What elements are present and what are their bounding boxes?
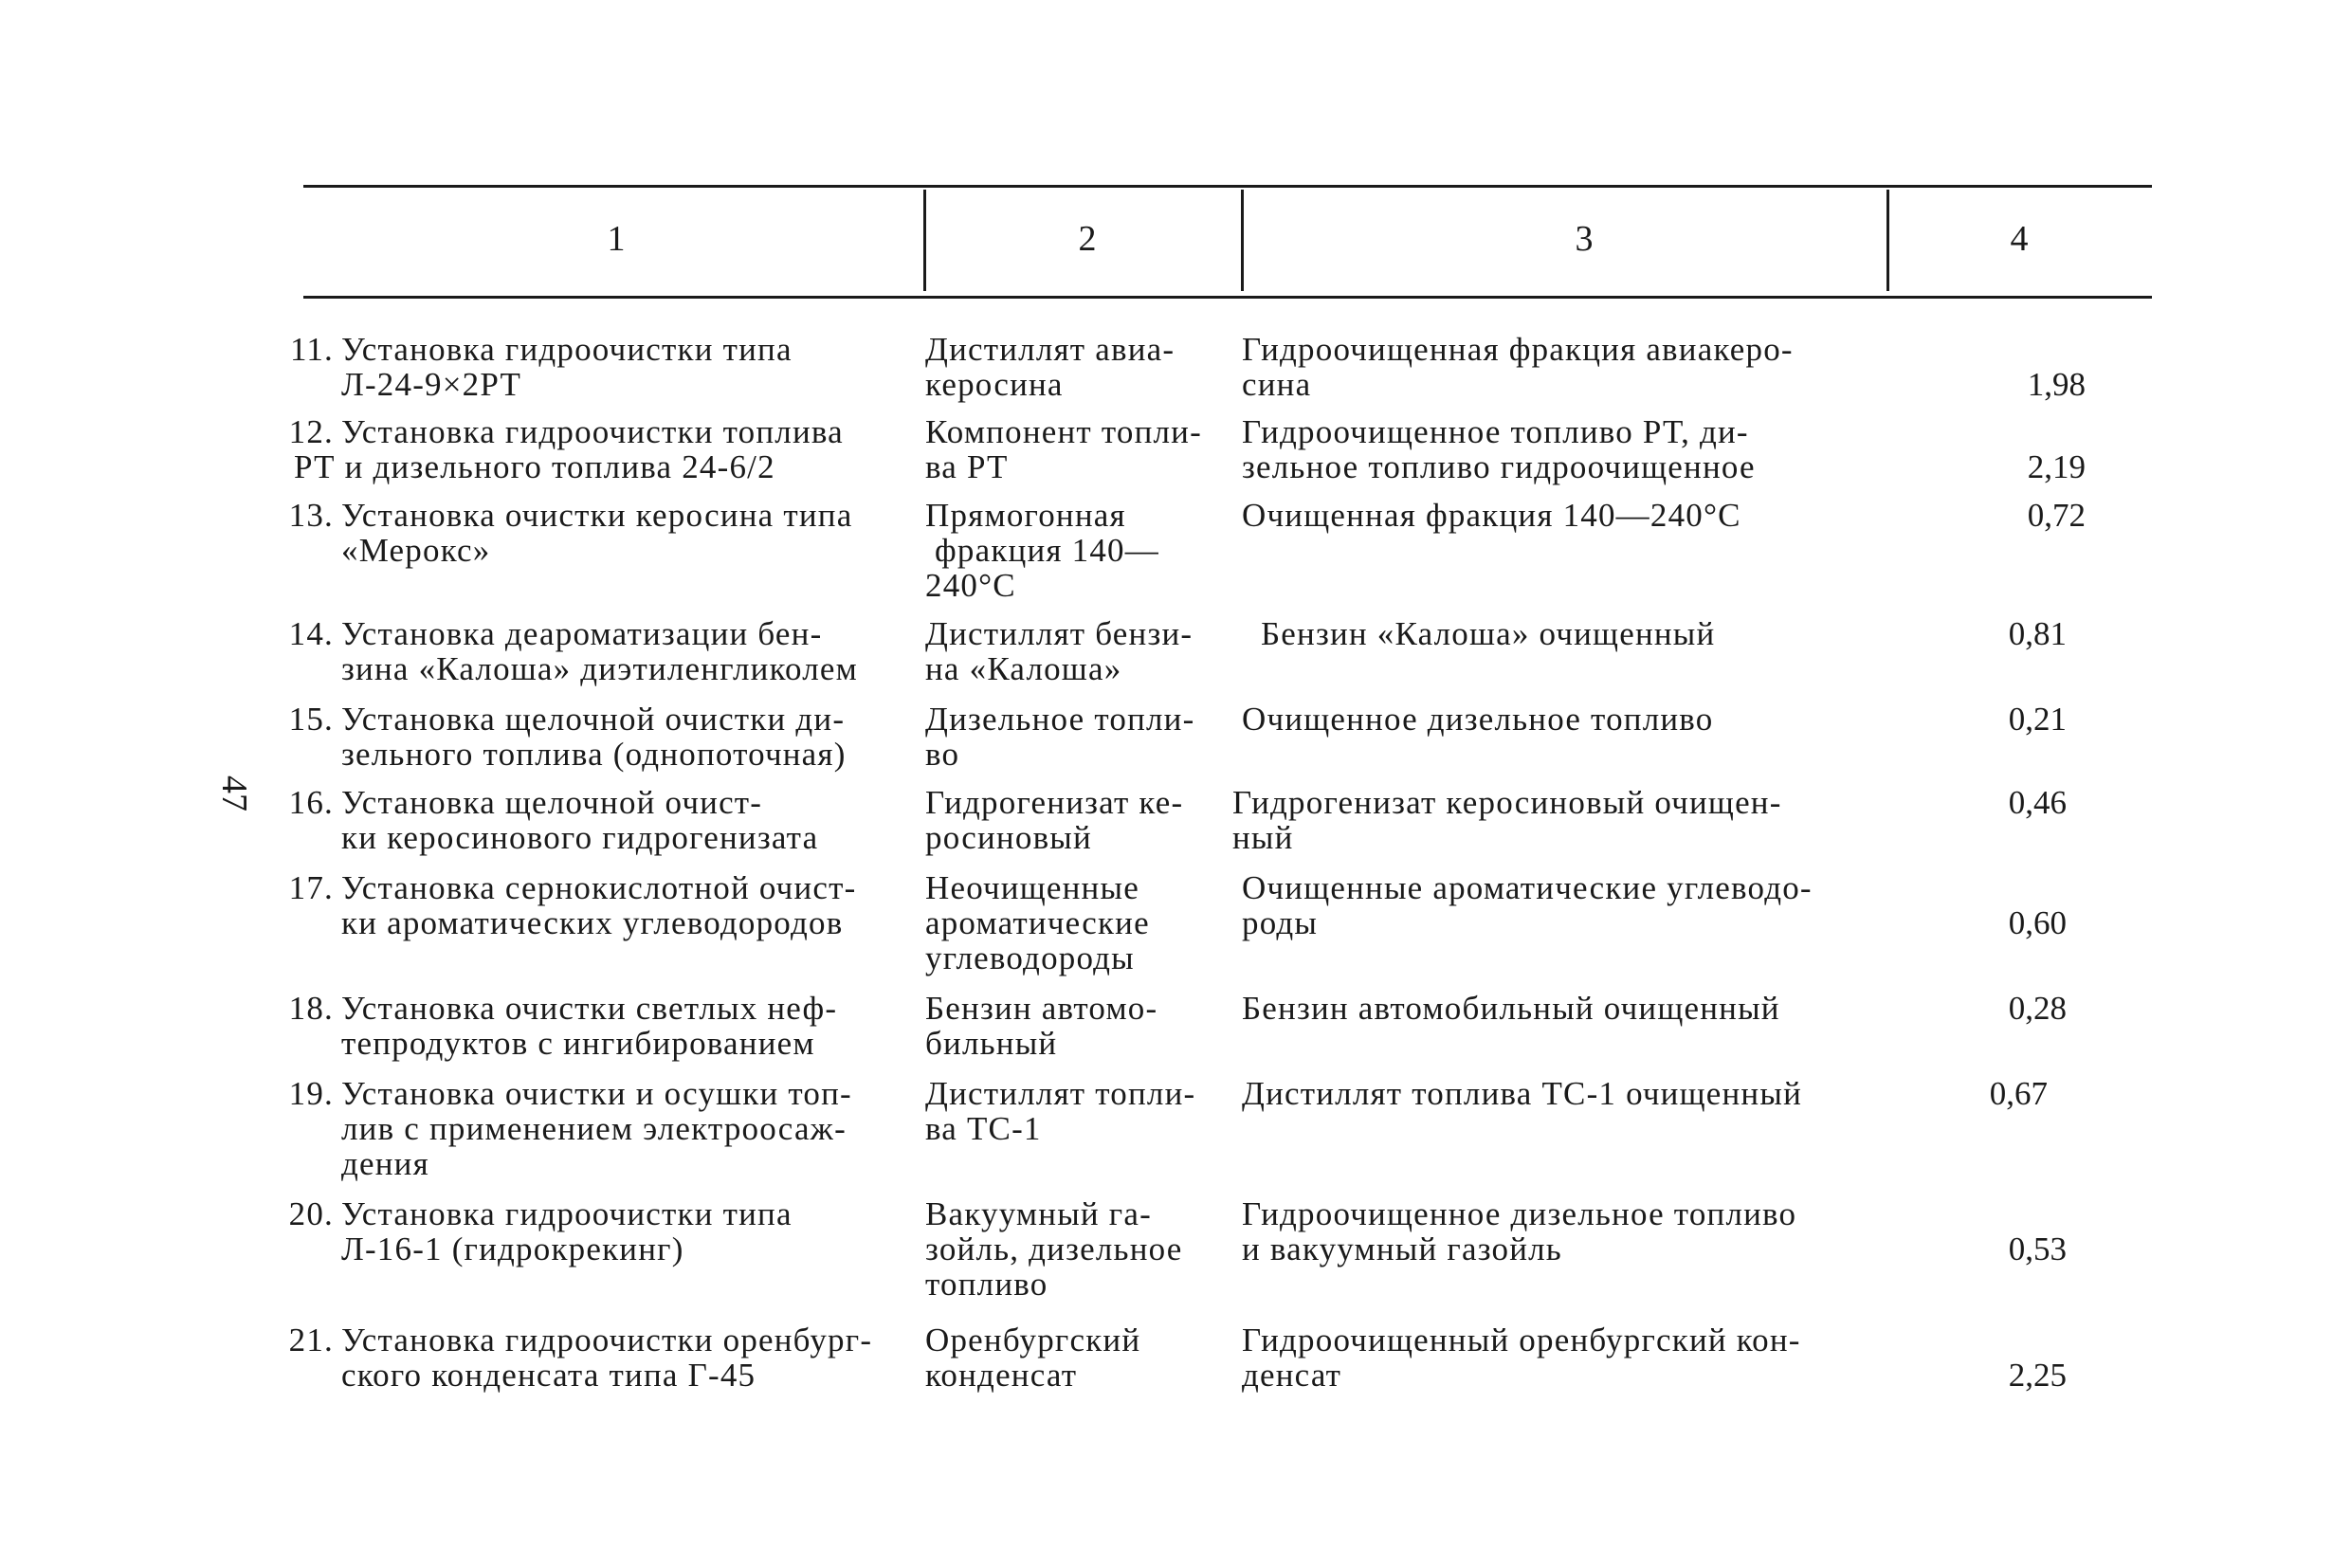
- header-col-1: 1: [607, 219, 626, 259]
- row-number: 11.: [289, 331, 334, 368]
- row-description: 21. Установка гидроочистки оренбург- ского конденсата типа Г-45: [275, 1322, 920, 1393]
- row-feedstock: Бензин автомо- бильный: [925, 990, 1158, 1062]
- header-divider-1: [923, 190, 926, 291]
- row-feedstock: Оренбургский конденсат: [925, 1322, 1141, 1394]
- row-value: 0,60: [2008, 904, 2067, 941]
- row-product: Дистиллят топлива ТС-1 очищенный: [1242, 1075, 1802, 1112]
- row-number: 17.: [288, 869, 334, 906]
- row-value: 0,72: [2027, 497, 2086, 534]
- row-feedstock: Дистиллят авиа- керосина: [925, 331, 1176, 403]
- table-top-rule: [303, 185, 2152, 188]
- row-description: 15. Установка щелочной очистки ди- зельного топлива (однопоточная): [275, 702, 920, 772]
- row-product: Бензин «Калоша» очищенный: [1261, 615, 1716, 652]
- row-feedstock: Гидрогенизат ке- росиновый: [925, 784, 1184, 856]
- row-description: 18. Установка очистки светлых неф- тепродуктов с ингибированием: [275, 991, 920, 1061]
- row-product: Гидрогенизат керосиновый очищен- ный: [1232, 784, 1782, 856]
- row-description: 11. Установка гидроочистки типа Л-24-9×2РТ: [275, 332, 920, 402]
- table-row: [275, 413, 2086, 490]
- row-value: 0,81: [2008, 615, 2067, 652]
- header-col-2: 2: [1078, 219, 1097, 259]
- header-divider-3: [1886, 190, 1889, 291]
- table-row: [275, 991, 2076, 1067]
- table-row: [275, 1322, 2076, 1398]
- row-description: 20. Установка гидроочистки типа Л-16-1 (гидрокрекинг): [275, 1196, 920, 1267]
- row-product: Гидроочищенное топливо РТ, ди- зельное топливо гидроочищенное: [1242, 413, 1756, 485]
- header-col-4: 4: [2010, 219, 2029, 259]
- table-row: [275, 870, 2076, 984]
- row-number: 14.: [288, 615, 334, 652]
- row-number: 13.: [288, 497, 334, 534]
- row-feedstock: Вакуумный га- зойль, дизельное топливо: [925, 1195, 1183, 1303]
- row-number: 15.: [288, 701, 334, 738]
- row-value: 0,67: [1989, 1075, 2048, 1112]
- table-row: [275, 616, 2076, 692]
- table-row: [275, 785, 2076, 861]
- row-description: 14. Установка деароматизации бен- зина «Калоша» диэтиленгликолем: [275, 616, 920, 686]
- row-feedstock: Дистиллят топли- ва ТС-1: [925, 1075, 1196, 1147]
- row-value: 2,25: [2008, 1357, 2067, 1394]
- row-description: 17. Установка сернокислотной очист- ки ароматических углеводородов: [275, 870, 920, 940]
- row-feedstock: Компонент топли- ва РТ: [925, 413, 1202, 485]
- row-product: Гидроочищенное дизельное топливо и вакуумный газойль: [1242, 1195, 1797, 1267]
- row-description: 13. Установка очистки керосина типа «Мерокс»: [275, 498, 920, 568]
- row-number: 16.: [288, 784, 334, 821]
- row-value: 2,19: [2027, 448, 2086, 485]
- row-description: 19. Установка очистки и осушки топ- лив с применением электроосаж- дения: [275, 1076, 920, 1181]
- row-number: 18.: [288, 990, 334, 1027]
- page-number: 47: [214, 775, 254, 811]
- row-description: 12. Установка гидроочистки топлива РТ и дизельного топлива 24-6/2: [275, 414, 920, 484]
- row-description: 16. Установка щелочной очист- ки керосинового гидрогенизата: [275, 785, 920, 855]
- row-value: 0,21: [2008, 701, 2067, 738]
- header-col-3: 3: [1575, 219, 1594, 259]
- row-number: 12.: [288, 413, 334, 450]
- table-row: [275, 702, 2076, 777]
- row-product: Бензин автомобильный очищенный: [1242, 990, 1780, 1027]
- row-feedstock: Дистиллят бензи- на «Калоша»: [925, 615, 1194, 687]
- row-product: Гидроочищенный оренбургский кон- денсат: [1242, 1322, 1801, 1394]
- row-product: Очищенные ароматические углеводо- роды: [1242, 869, 1813, 941]
- row-number: 21.: [288, 1322, 334, 1358]
- row-value: 0,46: [2008, 784, 2067, 821]
- table-row: [275, 331, 2086, 408]
- row-value: 0,28: [2008, 990, 2067, 1027]
- row-value: 0,53: [2008, 1231, 2067, 1267]
- row-product: Очищенное дизельное топливо: [1242, 701, 1714, 738]
- row-value: 1,98: [2027, 366, 2086, 403]
- table-header-rule: [303, 296, 2152, 299]
- header-divider-2: [1241, 190, 1244, 291]
- row-number: 19.: [288, 1075, 334, 1112]
- table-row: [275, 1196, 2076, 1310]
- table-row: [275, 1076, 2076, 1190]
- row-feedstock: Неочищенные ароматические углеводороды: [925, 869, 1150, 976]
- row-feedstock: Дизельное топли- во: [925, 701, 1195, 773]
- row-product: Очищенная фракция 140—240°С: [1242, 497, 1741, 534]
- table-row: [275, 497, 2086, 611]
- row-product: Гидроочищенная фракция авиакеро- сина: [1242, 331, 1794, 403]
- row-feedstock: Прямогонная фракция 140— 240°С: [925, 497, 1159, 604]
- row-number: 20.: [288, 1195, 334, 1232]
